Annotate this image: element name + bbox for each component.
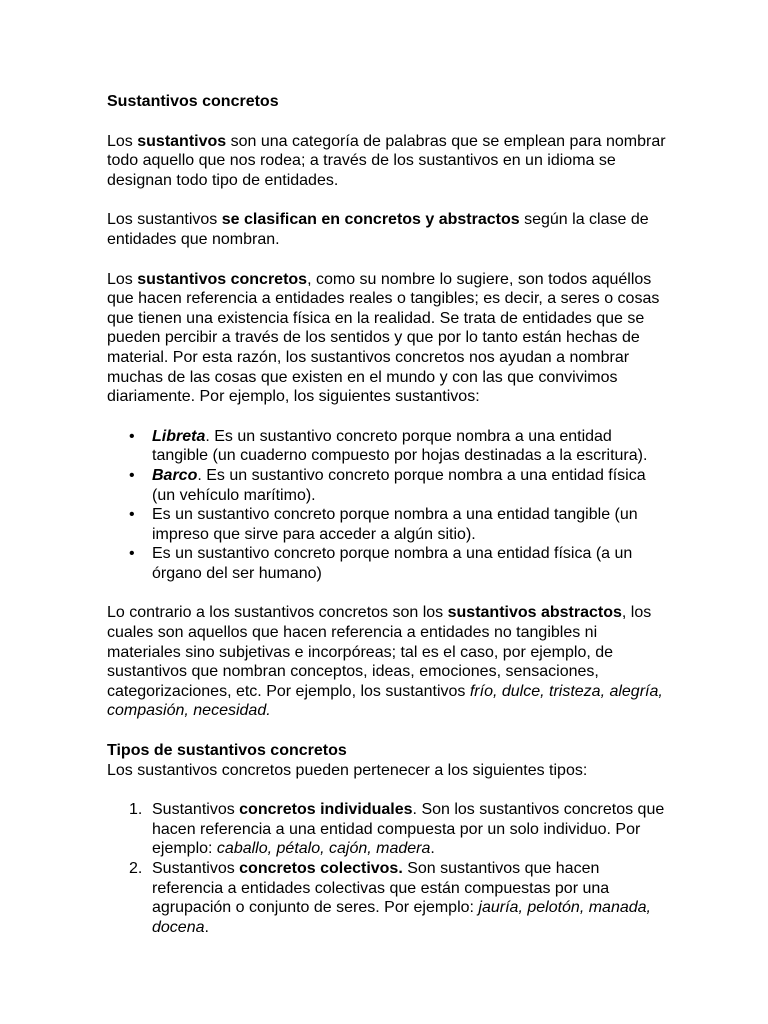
paragraph-classification <box>107 210 667 249</box>
bullet-icon: • <box>129 545 135 563</box>
paragraph-types-intro: Los sustantivos concretos pueden pertenecer a los siguientes tipos: <box>107 761 588 779</box>
example-text: . Es un sustantivo concreto porque nombra a una entidad física (un vehículo marítimo). <box>152 466 646 504</box>
bold-text: se clasifican en concretos y abstractos <box>221 211 520 229</box>
list-item <box>107 505 667 544</box>
list-item <box>107 466 667 505</box>
example-text: Es un sustantivo concreto porque nombra a una entidad física (a un órgano del ser humano) <box>152 545 633 582</box>
bullet-icon: • <box>129 466 135 484</box>
list-item <box>107 859 667 937</box>
example-text: . Es un sustantivo concreto porque nombra a una entidad tangible (un cuaderno compuesto por hojas destinadas a la escritura). <box>152 427 648 465</box>
text: Sustantivos <box>152 860 240 877</box>
bullet-icon: • <box>129 427 135 445</box>
list-item <box>107 800 667 859</box>
text: . <box>430 840 435 858</box>
paragraph-abstract-nouns <box>107 603 667 721</box>
text: Los <box>107 132 138 150</box>
list-item <box>107 427 667 466</box>
bold-text: concretos individuales <box>239 801 413 819</box>
text: Los <box>107 270 138 288</box>
example-text: Es un sustantivo concreto porque nombra a una entidad tangible (un impreso que sirve para acceder a algún sitio). <box>152 506 638 543</box>
bold-text: sustantivos abstractos <box>447 604 622 622</box>
bold-text: sustantivos concretos <box>137 270 308 288</box>
list-number: 1. <box>129 801 143 819</box>
text: Los sustantivos <box>107 211 222 229</box>
section-heading: Tipos de sustantivos concretos <box>107 742 347 760</box>
text: Son sustantivos que hacen referencia a entidades colectivas que están compuestas por una agrupación o conjunto de seres. Por ejemplo: <box>152 860 610 917</box>
italic-text: caballo, pétalo, cajón, madera <box>216 840 431 858</box>
example-term: Barco <box>152 466 198 484</box>
text: . <box>204 918 209 936</box>
list-number: 2. <box>129 860 143 877</box>
document-title: Sustantivos concretos <box>107 93 279 110</box>
bullet-icon: • <box>129 506 135 524</box>
paragraph-intro <box>107 132 667 191</box>
text: son una categoría de palabras que se emplean para nombrar todo aquello que nos rodea; a través de los sustantivos en un idioma se designan todo tipo de entidades. <box>107 132 666 189</box>
document-body <box>107 92 667 937</box>
italic-text: jauría, pelotón, manada, docena <box>152 899 651 936</box>
text: , los cuales son aquellos que hacen referencia a entidades no tangibles ni materiales sino subjetivas e incorpóreas; tal es el caso, por ejemplo, de sustantivos que nombran conceptos, ideas, emociones, sensaciones, categorizaciones, etc. Por ejemplo, los sustantivos <box>107 604 652 700</box>
bold-text: sustantivos <box>137 132 227 150</box>
text: según la clase de entidades que nombran. <box>107 211 649 248</box>
text: . Son los sustantivos concretos que hacen referencia a una entidad compuesta por un solo individuo. Por ejemplo: <box>152 801 665 858</box>
bold-text: concretos colectivos. <box>239 860 403 877</box>
example-term: Libreta <box>152 427 206 445</box>
text: , como su nombre lo sugiere, son todos aquéllos que hacen referencia a entidades reales o tangibles; es decir, a seres o cosas que tienen una existencia física en la realidad. Se trata de entidades que se pueden percibir a través de los sentidos y que por lo tanto están hechas de material. Por esta razón, los sustantivos concretos nos ayudan a nombrar muchas de las cosas que existen en el mundo y con las que convivimos diariamente. Por ejemplo, los siguientes sustantivos: <box>107 270 660 406</box>
examples-bullet-list <box>107 427 667 584</box>
text: Lo contrario a los sustantivos concretos son los <box>107 604 448 622</box>
types-numbered-list <box>107 800 667 937</box>
paragraph-concrete-nouns <box>107 270 667 407</box>
text: Sustantivos <box>152 801 240 819</box>
italic-text: frío, dulce, tristeza, alegría, compasión, necesidad. <box>107 682 663 720</box>
list-item <box>107 544 667 583</box>
